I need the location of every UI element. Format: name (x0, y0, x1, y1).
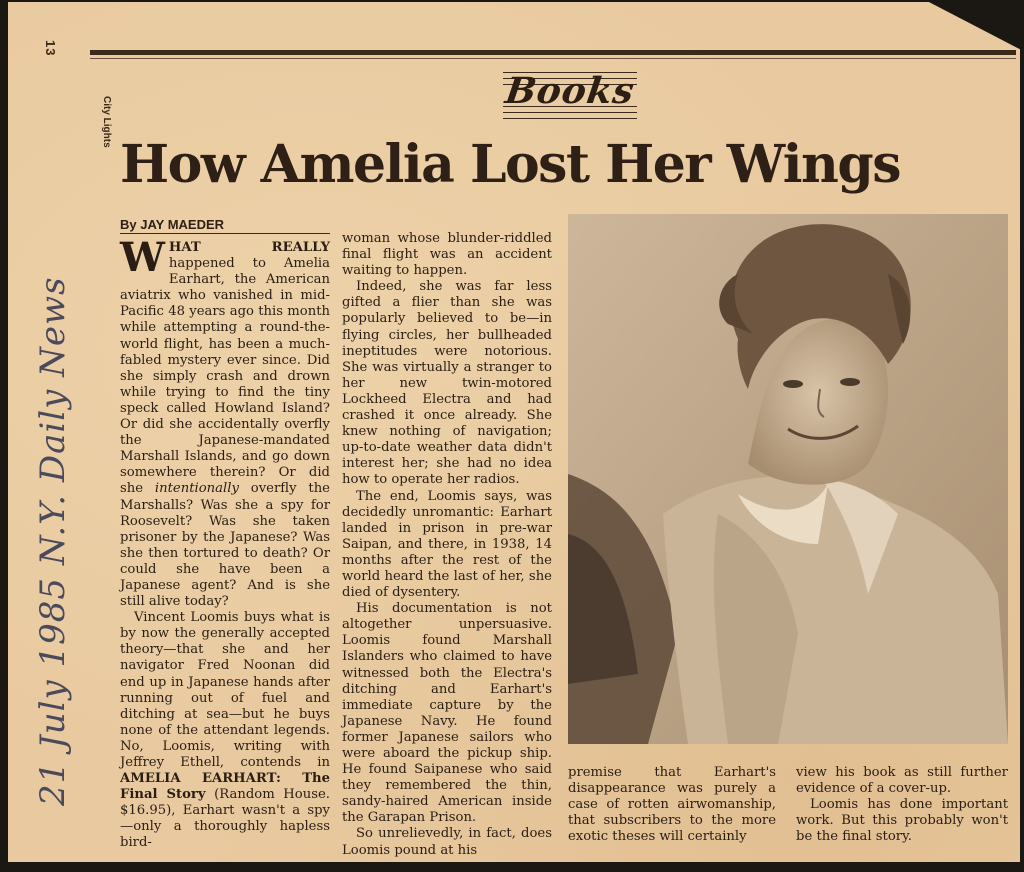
top-rule-thin (90, 58, 1016, 59)
paragraph-7: So unrelievedly, in fact, does Loomis pound at his (342, 826, 552, 858)
photo-credit: City Lights (101, 96, 112, 148)
portrait-photo (568, 214, 1008, 744)
paragraph-1-italic: intentionally (154, 481, 239, 497)
paragraph-2-text-a: Vincent Loomis buys what is by now the generally accepted theory—that she and her navigator Fred Noonan did end up in Japanese hands after running out of fuel and ditching at sea—but he buys none of the attendant legends. No, Loomis, writing with Jeffrey Ethell, contends in (120, 610, 330, 770)
article-column-2 (342, 231, 552, 859)
paragraph-9: view his book as still further evidence of a cover-up. (796, 765, 1008, 797)
paragraph-1 (120, 234, 330, 610)
article-column-1 (120, 234, 330, 852)
portrait-illustration (568, 214, 1008, 744)
byline: By JAY MAEDER (120, 217, 225, 232)
article-column-3 (568, 765, 776, 845)
paragraph-6: His documentation is not altogether unpersuasive. Loomis found Marshall Islanders who claimed to have witnessed both the Electra's ditching and Earhart's immediate capture by the Japanese Navy. He found former Japanese sailors who were aboard the pickup ship. He found Saipanese who said they remembered the thin, sandy-haired American inside the Garapan Prison. (342, 601, 552, 826)
paragraph-2-text-b: (Random House. $16.95), Earhart wasn't a spy—only a thoroughly hapless bird- (120, 787, 330, 851)
paragraph-5: The end, Loomis says, was decidedly unromantic: Earhart landed in prison in pre-war Saipan, and there, in 1938, 14 months after the rest of the world heard the last of her, she died of dysentery. (342, 488, 552, 601)
paragraph-4: Indeed, she was far less gifted a flier than she was popularly believed to be—in flying circles, her bullheaded ineptitudes were notorious. She was virtually a stranger to her new twin-motored Lockheed Electra and had crashed it once already. She knew nothing of navigation; up-to-date weather data didn't interest her; she had no idea how to operate her radios. (342, 279, 552, 488)
paragraph-3: woman whose blunder-riddled final flight was an accident waiting to happen. (342, 231, 552, 279)
drop-cap: W (120, 234, 165, 281)
top-rule (90, 50, 1016, 55)
paragraph-8: premise that Earhart's disappearance was purely a case of rotten airwomanship, that subscribers to the more exotic theses will certainly (568, 765, 776, 845)
section-label: Books (502, 70, 638, 112)
paragraph-2 (120, 610, 330, 851)
paragraph-1-text-b: overfly the Marshalls? Was she a spy for Roosevelt? Was she taken prisoner by the Japanese? Was she then tortured to death? Or could she have been a Japanese agent? And is she still alive today? (120, 481, 330, 610)
paragraph-1-text-a: happened to Amelia Earhart, the American aviatrix who vanished in mid-Pacific 48 years ago this month while attempting a round-the-world flight, has been a much-fabled mystery ever since. Did she simply crash and drown while trying to find the tiny speck called Howland Island? Or did she accidentally overfly the Japanese-mandated Marshall Islands, and go down somewhere therein? Or did she (120, 256, 330, 497)
book-title: AMELIA EARHART: The Final Story (120, 771, 330, 803)
headline: How Amelia Lost Her Wings (120, 134, 900, 195)
lead-caps: HAT REALLY (168, 240, 330, 255)
page-number: 13 (43, 40, 58, 57)
article-column-4 (796, 765, 1008, 845)
paragraph-10: Loomis has done important work. But this probably won't be the final story. (796, 797, 1008, 845)
section-flag (503, 62, 637, 122)
handwritten-note: 21 July 1985 N.Y. Daily News (33, 276, 73, 806)
